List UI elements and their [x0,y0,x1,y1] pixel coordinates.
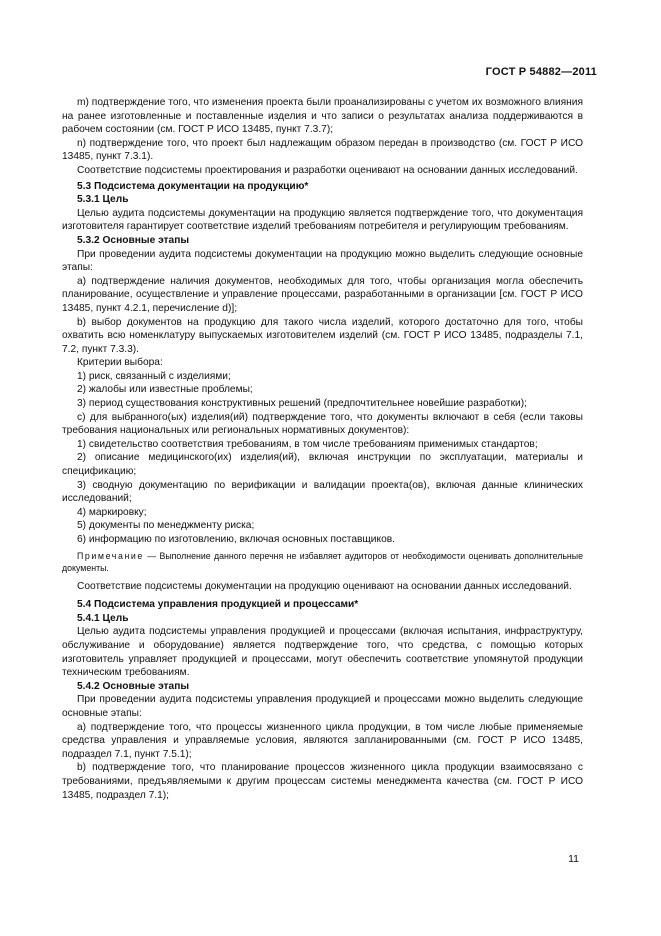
note-text: — Выполнение данного перечня не избавляет аудиторов от необходимости оценивать дополнительные документы. [62,550,583,574]
note [62,550,583,575]
doc-item-1: 1) свидетельство соответствия требованиям, в том числе требованиям применимых стандартов; [77,438,538,450]
paragraph-design-conclusion: Соответствие подсистемы проектирования и разработки оценивают на основании данных исследований. [77,164,578,176]
section-5-3-2-title: 5.3.2 Основные этапы [77,234,190,246]
list-item-b: b) выбор документов на продукцию для такого числа изделий, которого достаточно для того, чтобы охватить всю номенклатуру выпускаемых изготовителем изделий (см. ГОСТ Р ИСО 13485, подразделы 7.1, 7.2, пункт 7.3.3). [62,316,583,355]
section-5-4-1-goal: Целью аудита подсистемы управления продукцией и процессами (включая испытания, инфраструктуру, обслуживание и оборудование) является подтверждение того, что средства, с помощью которых изготовитель управляет продукцией и процессами, могут обеспечить соответствие упомянутой продукции техническим требованиям. [62,626,583,679]
doc-item-5: 5) документы по менеджменту риска; [77,520,255,532]
document-body [62,96,583,802]
note-label: Примечание [77,550,144,561]
list-item-c: с) для выбранного(ых) изделия(ий) подтверждение того, что документы включают в себя (если таковы требования национальных или региональных нормативных документов): [62,411,583,437]
section-5-3-1-goal: Целью аудита подсистемы документации на продукцию является подтверждение того, что документация изготовителя гарантирует соответствие изделий требованиям потребителя и регулирующим требованиям. [62,207,583,233]
section-5-3-title: 5.3 Подсистема документации на продукцию* [77,180,309,192]
section-5-4-title: 5.4 Подсистема управления продукцией и процессами* [77,599,359,611]
criteria-item-1: 1) риск, связанный с изделиями; [77,370,231,382]
section-5-3-conclusion: Соответствие подсистемы документации на продукцию оценивают на основании данных исследований. [77,580,572,592]
paragraph-n: n) подтверждение того, что проект был надлежащим образом передан в производство (см. ГОСТ Р ИСО 13485, пункт 7.3.1). [62,137,583,163]
page-header-standard: ГОСТ Р 54882—2011 [485,66,597,78]
section-5-3-1-title: 5.3.1 Цель [77,194,129,206]
doc-item-6: 6) информацию по изготовлению, включая основных поставщиков. [77,534,395,545]
doc-item-4: 4) маркировку; [77,506,147,518]
section-5-4-1-title: 5.4.1 Цель [77,612,129,624]
section-5-4-2-item-b: b) подтверждение того, что планирование процессов жизненного цикла продукции взаимосвязано с требованиями, предъявляемыми к другим процессам системы менеджмента качества (см. ГОСТ Р ИСО 13485, подраздел 7.1); [62,762,583,801]
section-5-4-2-item-a: а) подтверждение того, что процессы жизненного цикла продукции, в том числе любые применяемые средства управления и управляемые условия, являются запланированными (см. ГОСТ Р ИСО 13485, подраздел 7.1, пункт 7.5.1); [62,721,583,760]
page-number: 11 [568,853,579,865]
section-5-4-2-title: 5.4.2 Основные этапы [77,680,190,692]
criteria-item-2: 2) жалобы или известные проблемы; [77,384,253,396]
doc-item-2: 2) описание медицинского(их) изделия(ий), включая инструкции по эксплуатации, материалы и спецификацию; [62,452,583,478]
section-5-4-2-intro: При проведении аудита подсистемы управления продукцией и процессами можно выделить следующие основные этапы: [62,694,583,719]
list-item-a: а) подтверждение наличия документов, необходимых для того, чтобы организация могла обеспечить планирование, осуществление и управление процессами, разработанными в организации [см. ГОСТ Р ИСО 13485, пункт 4.2.1, перечисление d)]; [62,275,583,314]
criteria-label: Критерии выбора: [77,357,163,369]
criteria-item-3: 3) период существования конструктивных решений (предпочтительнее новейшие разработки); [77,398,527,410]
doc-item-3: 3) сводную документацию по верификации и валидации проекта(ов), включая данные клинических исследований; [62,479,583,505]
paragraph-m: m) подтверждение того, что изменения проекта были проанализированы с учетом их возможного влияния на ранее изготовленные и поставленные изделия и что записи о результатах анализа поддерживаются в рабочем состоянии (см. ГОСТ Р ИСО 13485, пункт 7.3.7); [62,97,583,136]
section-5-3-2-intro: При проведении аудита подсистемы документации на продукцию можно выделить следующие основные этапы: [62,248,583,274]
